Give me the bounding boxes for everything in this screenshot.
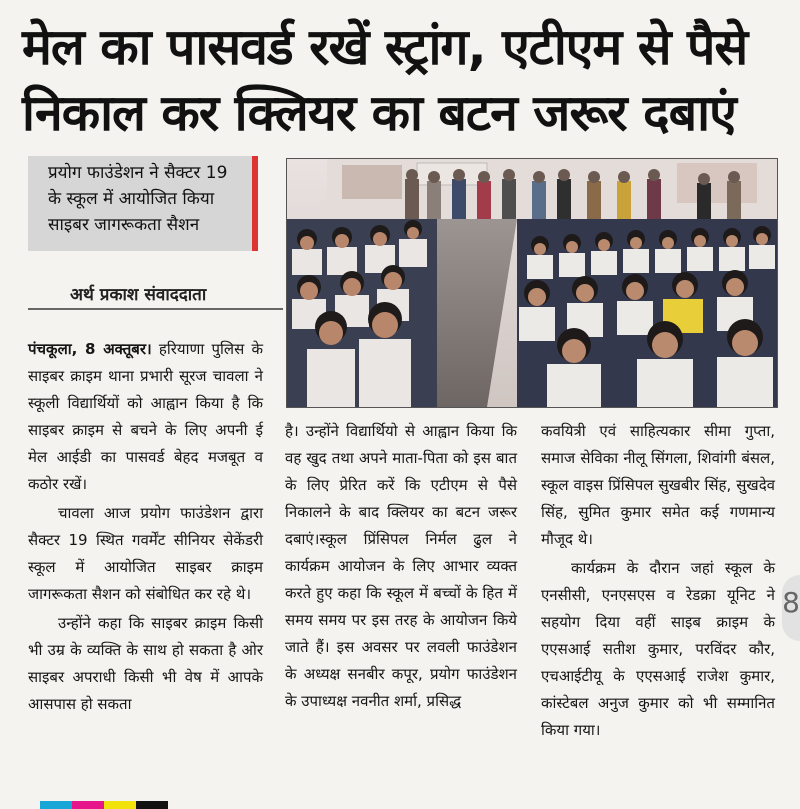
paragraph: है। उन्होंने विद्यार्थियो से आह्वान किया कि वह खुद तथा अपने माता-पिता को इस बात के लिए प्रेरित करें कि एटीएम से पैसे निकालने के बाद क्लियर का बटन जरूर दबाएं।स्कूल प्रिंसिपल निर्मल ढुल ने कार्यक्रम आयोजन के लिए आभार व्यक्त करते हुए कहा कि स्कूल में बच्चों के हित में समय समय पर इस तरह के आयोजन किये जाते हैं। इस अवसर पर लवली फाउंडेशन के अध्यक्ष सनबीर कपूर, प्रयोग फाउंडेशन के उपाध्यक्ष नवनीत शर्मा, प्रसिद्ध (285, 422, 517, 710)
article-column-2 (285, 418, 517, 715)
paragraph (28, 336, 263, 498)
print-color-bar (40, 801, 168, 809)
byline: अर्थ प्रकाश संवाददाता (70, 285, 207, 305)
magenta-swatch (72, 801, 104, 809)
news-photo (286, 158, 778, 408)
subhead-line-1: प्रयोग फाउंडेशन ने सैक्टर 19 (48, 163, 228, 183)
paragraph: उन्होंने कहा कि साइबर क्राइम किसी भी उम्र के व्यक्ति के साथ हो सकता है ओर साइबर अपराधी किसी भी वेष में आपके आसपास हो सकता (28, 614, 263, 713)
page-edge-digit: 8 (782, 586, 800, 619)
yellow-swatch (104, 801, 136, 809)
headline (22, 14, 782, 146)
cyan-swatch (40, 801, 72, 809)
dateline: पंचकूला, 8 अक्तूबर। (28, 340, 152, 358)
article-column-3 (541, 418, 775, 744)
article-column-1 (28, 336, 263, 718)
headline-line-2: निकाल कर क्लियर का बटन जरूर दबाएं (22, 84, 736, 142)
subhead (48, 160, 258, 238)
byline-rule (28, 308, 283, 310)
subhead-line-2: के स्कूल में आयोजित किया (48, 189, 215, 209)
paragraph-text: हरियाणा पुलिस के साइबर क्राइम थाना प्रभारी सूरज चावला ने स्कूली विद्यार्थियों को आह्वान किया है कि साइबर क्राइम से बचने के लिए अपनी ई मेल आईडी का पासवर्ड बेहद मजबूत व कठोर रखें। (28, 340, 263, 493)
paragraph: चावला आज प्रयोग फाउंडेशन द्वारा सैक्टर 19 स्थित गवर्मेंट सीनियर सेकेंडरी स्कूल में आयोजित साइबर क्राइम जागरूकता सैशन को संबोधित कर रहे थे। (28, 504, 263, 603)
students-photo-illustration (287, 159, 777, 407)
paragraph: कार्यक्रम के दौरान जहां स्कूल के एनसीसी, एनएसएस व रेडक्रा यूनिट ने सहयोग दिया वहीं साइब क्राइम के एएसआई सतीश कुमार, परविंदर कौर, एचआईटीयू के एएसआई राजेश कुमार, कांस्टेबल अनुज कुमार को भी सम्मानित किया गया। (541, 559, 775, 739)
subhead-line-3: साइबर जागरूकता सैशन (48, 215, 200, 235)
paragraph: कवयित्री एवं साहित्यकार सीमा गुप्ता, समाज सेविका नीलू सिंगला, शिवांगी बंसल, स्कूल वाइस प्रिंसिपल सुखबीर सिंह, सुखदेव सिंह, सुमित कुमार समेत कई गणमान्य मौजूद थे। (541, 422, 775, 548)
black-swatch (136, 801, 168, 809)
headline-line-1: मेल का पासवर्ड रखें स्ट्रांग, एटीएम से पैसे (22, 18, 748, 76)
